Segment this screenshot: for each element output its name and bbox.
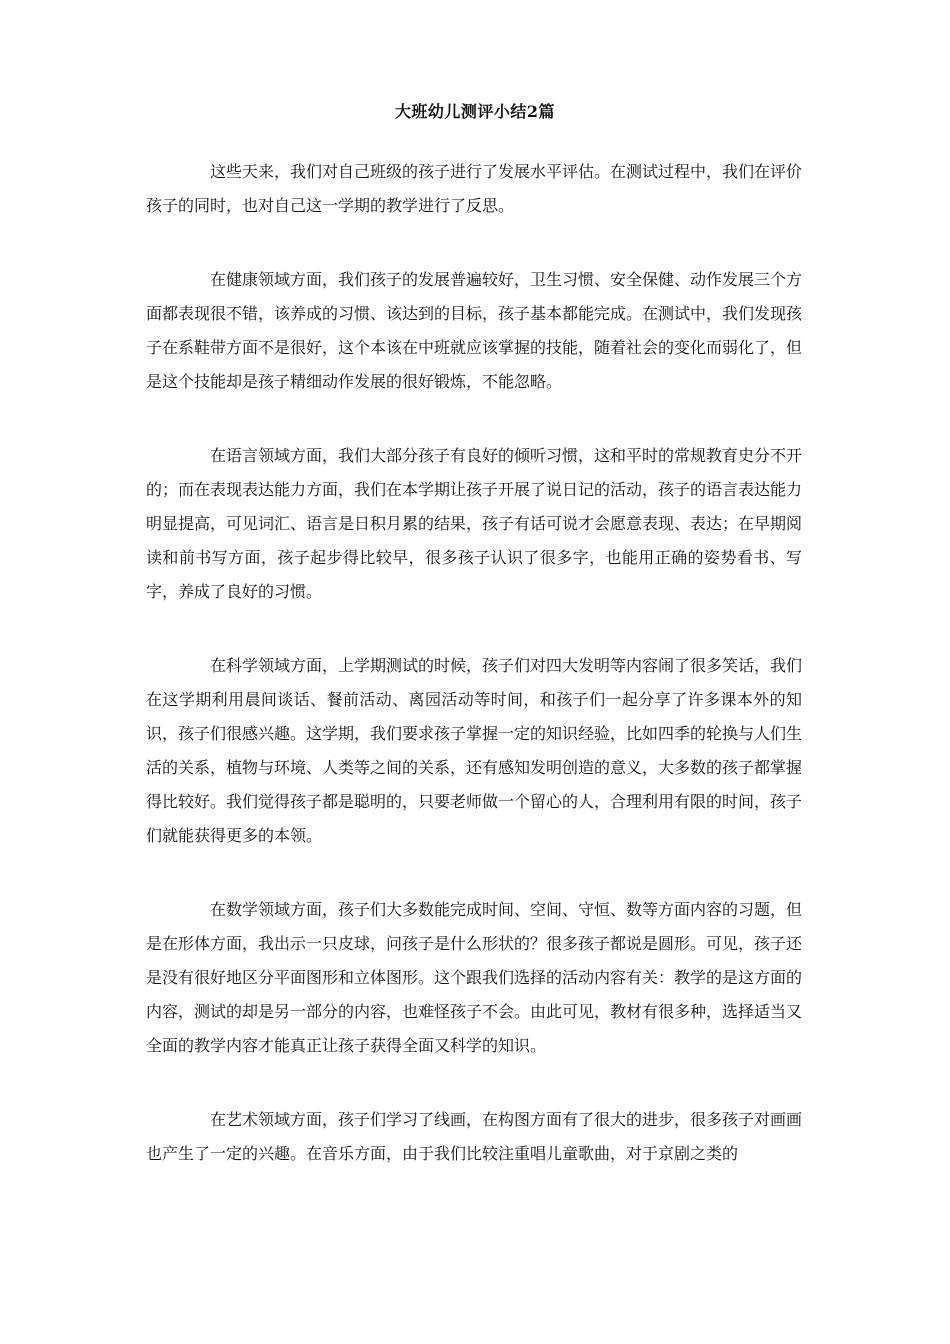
document-body bbox=[146, 155, 802, 1211]
paragraph-health: 在健康领域方面，我们孩子的发展普遍较好，卫生习惯、安全保健、动作发展三个方面都表现很不错，该养成的习惯、该达到的目标，孩子基本都能完成。在测试中，我们发现孩子在系鞋带方面不是很好，这个本该在中班就应该掌握的技能，随着社会的变化而弱化了，但是这个技能却是孩子精细动作发展的很好锻炼，不能忽略。 bbox=[146, 270, 803, 391]
paragraph-math: 在数学领域方面，孩子们大多数能完成时间、空间、守恒、数等方面内容的习题，但是在形体方面，我出示一只皮球，问孩子是什么形状的？很多孩子都说是圆形。可见，孩子还是没有很好地区分平面图形和立体图形。这个跟我们选择的活动内容有关：教学的是这方面的内容，测试的却是另一部分的内容，也难怪孩子不会。由此可见，教材有很多种，选择适当又全面的教学内容才能真正让孩子获得全面又科学的知识。 bbox=[146, 900, 803, 1055]
paragraph-science: 在科学领域方面，上学期测试的时候，孩子们对四大发明等内容闹了很多笑话，我们在这学期利用晨间谈话、餐前活动、离园活动等时间，和孩子们一起分享了许多课本外的知识，孩子们很感兴趣。这学期，我们要求孩子掌握一定的知识经验，比如四季的轮换与人们生活的关系，植物与环境、人类等之间的关系，还有感知发明创造的意义，大多数的孩子都掌握得比较好。我们觉得孩子都是聪明的，只要老师做一个留心的人，合理利用有限的时间，孩子们就能获得更多的本领。 bbox=[146, 656, 803, 845]
paragraph-intro: 这些天来，我们对自己班级的孩子进行了发展水平评估。在测试过程中，我们在评价孩子的同时，也对自己这一学期的教学进行了反思。 bbox=[146, 162, 803, 215]
paragraph-language: 在语言领域方面，我们大部分孩子有良好的倾听习惯，这和平时的常规教育史分不开的；而在表现表达能力方面，我们在本学期让孩子开展了说日记的活动，孩子的语言表达能力明显提高，可见词汇、语言是日积月累的结果，孩子有话可说才会愿意表现、表达；在早期阅读和前书写方面，孩子起步得比较早，很多孩子认识了很多字，也能用正确的姿势看书、写字，养成了良好的习惯。 bbox=[146, 446, 803, 601]
paragraph-art: 在艺术领域方面，孩子们学习了线画，在构图方面有了很大的进步，很多孩子对画画也产生了一定的兴趣。在音乐方面，由于我们比较注重唱儿童歌曲，对于京剧之类的 bbox=[146, 1110, 803, 1163]
document-title: 大班幼儿测评小结2篇 bbox=[394, 102, 556, 121]
